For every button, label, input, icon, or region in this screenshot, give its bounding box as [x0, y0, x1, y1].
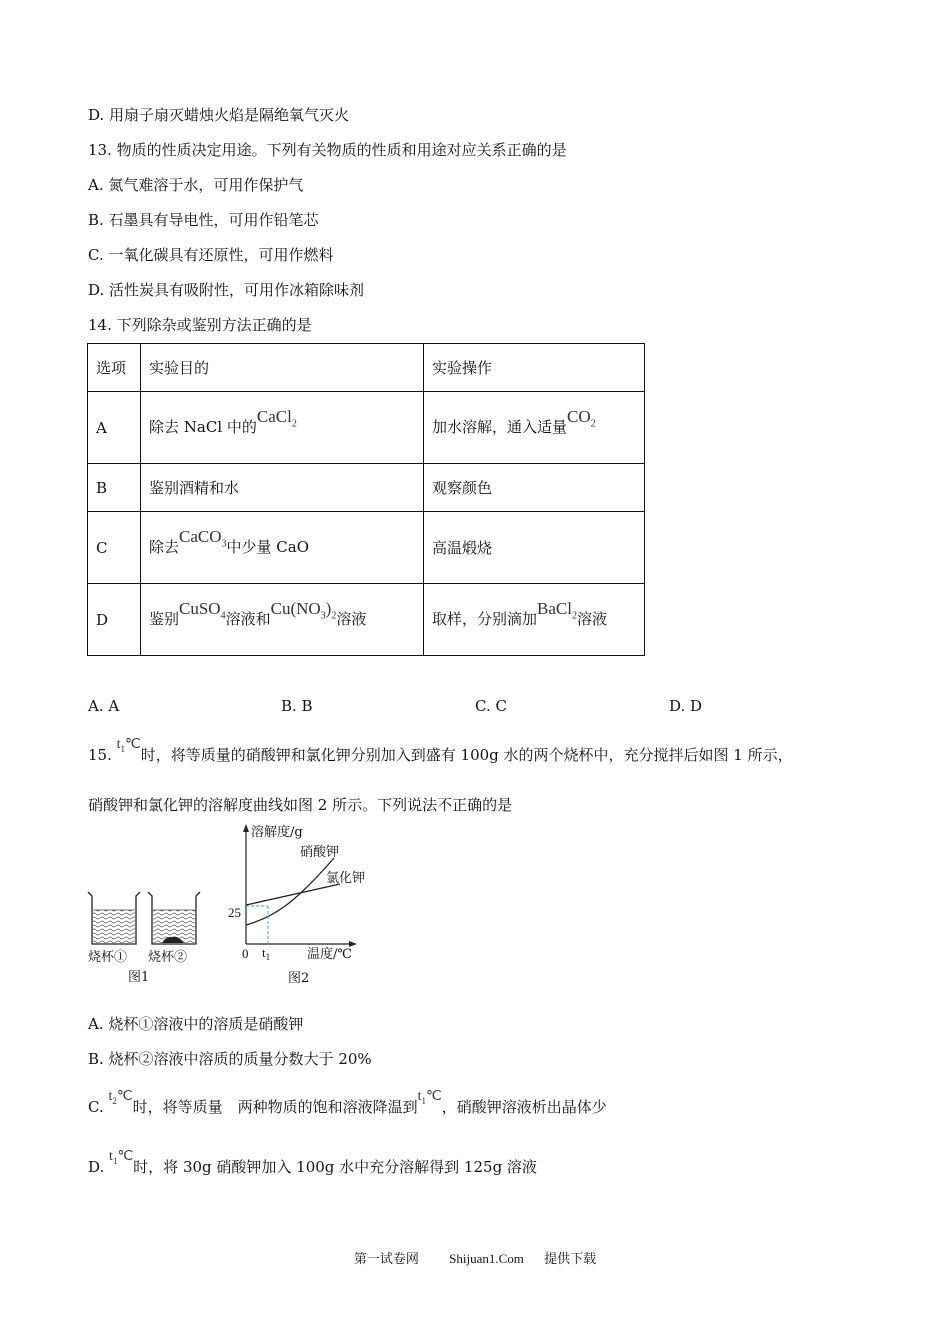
table-row	[88, 392, 645, 464]
row-purpose: 除去CaCO$_3$中少量 CaO	[141, 512, 424, 584]
x-tick-t1: $t_1$	[262, 945, 271, 962]
header-purpose: 实验目的	[141, 344, 424, 392]
kcl-line	[246, 884, 340, 905]
q15-stem-line2: 硝酸钾和氯化钾的溶解度曲线如图 2 所示。下列说法不正确的是	[88, 796, 513, 814]
row-option: C	[88, 512, 141, 584]
kcl-label: 氯化钾	[326, 871, 366, 886]
beaker-2-label: 烧杯②	[148, 950, 188, 965]
q13-stem: 13. 物质的性质决定用途。下列有关物质的性质和用途对应关系正确的是	[88, 141, 567, 159]
table-header-row	[88, 344, 645, 392]
row-purpose: 除去 NaCl 中的CaCl$_2$	[141, 392, 424, 464]
q15-stem-line1: 15. $t_1℃$时，将等质量的硝酸钾和氯化钾分别加入到盛有 100g 水的两个烧杯中，充分搅拌后如图 1 所示，	[88, 737, 793, 764]
q13-option-b: B. 石墨具有导电性，可用作铅笔芯	[88, 211, 319, 229]
q14-answer-a: A. A	[88, 697, 120, 715]
q12-option-d: D. 用扇子扇灭蜡烛火焰是隔绝氧气灭火	[88, 106, 350, 124]
row-operation: 取样，分别滴加BaCl$_2$溶液	[424, 584, 645, 656]
y-axis-arrow	[243, 824, 249, 832]
y-axis-label: 溶解度/g	[251, 825, 303, 840]
q13-option-d: D. 活性炭具有吸附性，可用作冰箱除味剂	[88, 281, 365, 299]
header-operation: 实验操作	[424, 344, 645, 392]
row-purpose: 鉴别CuSO$_4$溶液和$Cu(NO_3)_2$溶液	[141, 584, 424, 656]
q14-answer-b: B. B	[281, 697, 313, 715]
q14-answer-c: C. C	[475, 697, 507, 715]
row-operation: 加水溶解，通入适量$CO_2$	[424, 392, 645, 464]
figure-1-beakers	[84, 888, 214, 988]
kno3-label: 硝酸钾	[300, 845, 340, 860]
footer-note: 提供下载	[544, 1252, 597, 1267]
figure-2-caption: 图2	[288, 971, 310, 986]
row-option: B	[88, 464, 141, 512]
q15-option-d: D. $t_1℃$时，将 30g 硝酸钾加入 100g 水中充分溶解得到 125g 溶液	[88, 1149, 537, 1176]
q13-option-c: C. 一氧化碳具有还原性，可用作燃料	[88, 246, 334, 264]
page-footer	[0, 1248, 950, 1267]
beaker-2	[148, 892, 200, 944]
row-option: A	[88, 392, 141, 464]
row-option: D	[88, 584, 141, 656]
origin-label: 0	[242, 946, 249, 961]
figure-2-solubility-chart	[224, 822, 374, 988]
q15-option-b: B. 烧杯②溶液中溶质的质量分数大于 20%	[88, 1050, 372, 1068]
y-tick-25: 25	[228, 905, 241, 920]
footer-site: 第一试卷网	[353, 1252, 419, 1267]
x-axis-label: 温度/℃	[307, 947, 352, 962]
beaker-1-label: 烧杯①	[88, 950, 128, 965]
row-purpose: 鉴别酒精和水	[141, 464, 424, 512]
kno3-curve	[246, 858, 334, 925]
q15-option-c: C. $t_2℃$时，将等质量 两种物质的饱和溶液降温到$t_1℃$，硝酸钾溶液析出晶体少	[88, 1089, 607, 1116]
beaker-1	[88, 892, 140, 944]
q13-option-a: A. 氮气难溶于水，可用作保护气	[88, 176, 304, 194]
row-operation: 高温煅烧	[424, 512, 645, 584]
q15-option-a: A. 烧杯①溶液中的溶质是硝酸钾	[88, 1015, 304, 1033]
row-operation: 观察颜色	[424, 464, 645, 512]
table-row	[88, 512, 645, 584]
table-row	[88, 584, 645, 656]
figure-1-caption: 图1	[128, 970, 150, 985]
footer-domain: Shijuan1.Com	[449, 1251, 524, 1266]
table-row	[88, 464, 645, 512]
q14-answer-d: D. D	[669, 697, 703, 715]
q14-table	[87, 343, 645, 656]
header-option: 选项	[88, 344, 141, 392]
q14-stem: 14. 下列除杂或鉴别方法正确的是	[88, 316, 312, 334]
